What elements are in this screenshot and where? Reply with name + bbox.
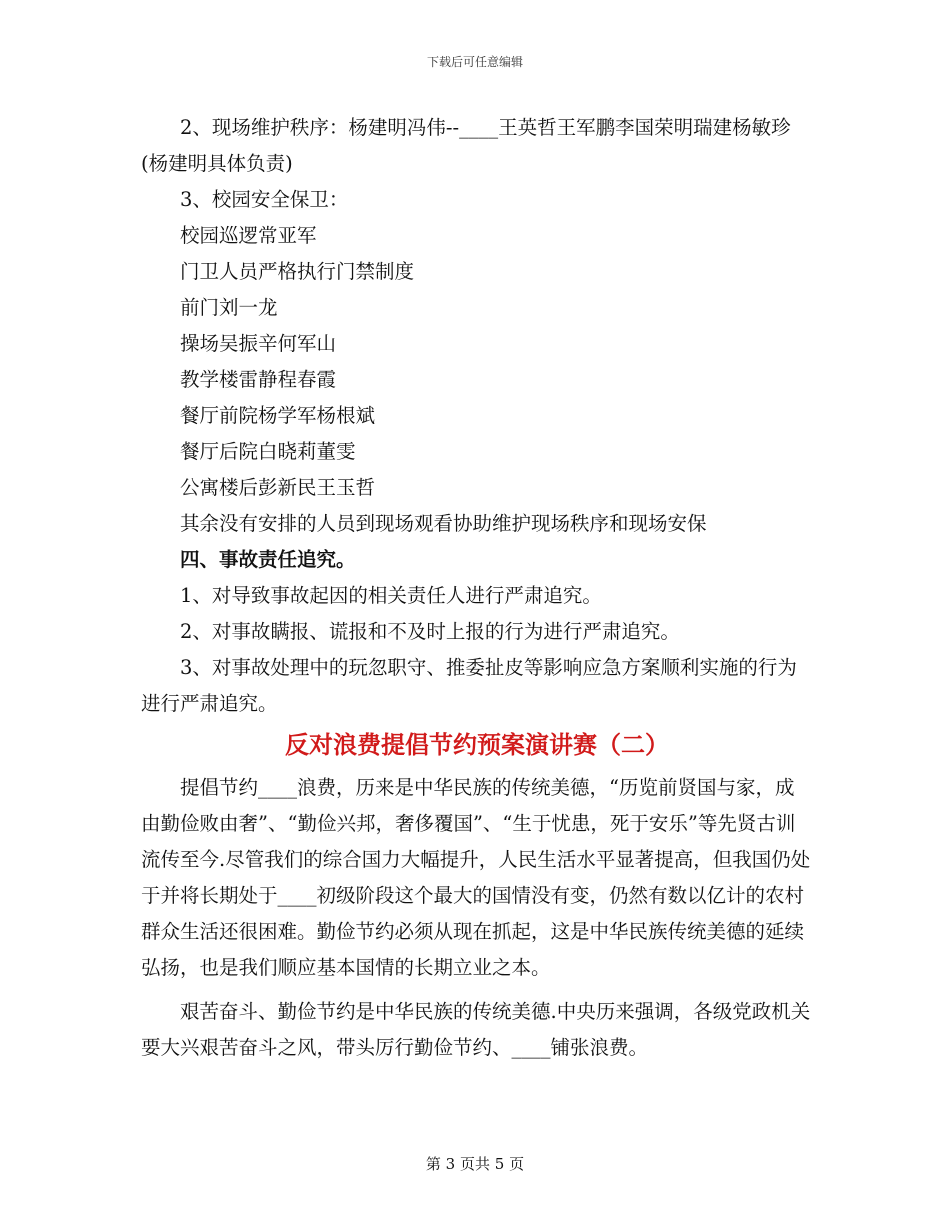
text-line: 公寓楼后彭新民王玉哲 (180, 476, 376, 499)
text-line: 餐厅后院白晓莉董雯 (180, 440, 356, 463)
paragraph: 艰苦奋斗、勤俭节约是中华民族的传统美德.中央历来强调，各级党政机关要大兴艰苦奋斗之风，带头厉行勤俭节约、____铺张浪费。 (141, 1000, 811, 1059)
text-line: 2、现场维护秩序：杨建明冯伟--____王英哲王军鹏李国荣明瑞建杨敏珍(杨建明具体负责) (141, 116, 791, 175)
text-line: 2、对事故瞒报、谎报和不及时上报的行为进行严肃追究。 (180, 620, 680, 643)
text-line: 3、对事故处理中的玩忽职守、推委扯皮等影响应急方案顺利实施的行为进行严肃追究。 (141, 656, 797, 715)
text-line: 操场吴振辛何军山 (180, 332, 337, 355)
text-line: 其余没有安排的人员到现场观看协助维护现场秩序和现场安保 (180, 512, 707, 535)
document-body (141, 110, 813, 1066)
text-line: 教学楼雷静程春霞 (180, 368, 337, 391)
text-line: 餐厅前院杨学军杨根斌 (180, 404, 376, 427)
section-title: 反对浪费提倡节约预案演讲赛（二） (285, 730, 669, 759)
section-heading: 四、事故责任追究。 (180, 548, 356, 571)
text-line: 门卫人员严格执行门禁制度 (180, 260, 415, 283)
paragraph: 提倡节约____浪费，历来是中华民族的传统美德，“历览前贤国与家，成由勤俭败由奢”、“勤俭兴邦，奢侈覆国”、“生于忧患，死于安乐”等先贤古训流传至今.尽管我们的综合国力大幅提升，人民生活水平显著提高，但我国仍处于并将长期处于____初级阶段这个最大的国情没有变，仍然有数以亿计的农村群众生活还很困难。勤俭节约必须从现在抓起，这是中华民族传统美德的延续弘扬，也是我们顺应基本国情的长期立业之本。 (141, 776, 811, 979)
text-line: 1、对导致事故起因的相关责任人进行严肃追究。 (180, 584, 602, 607)
text-line: 前门刘一龙 (180, 296, 278, 319)
page-header: 下载后可任意编辑 (426, 55, 523, 69)
text-line: 3、校园安全保卫： (180, 188, 349, 211)
text-line: 校园巡逻常亚军 (180, 224, 317, 247)
page-footer: 第 3 页共 5 页 (425, 1155, 525, 1173)
